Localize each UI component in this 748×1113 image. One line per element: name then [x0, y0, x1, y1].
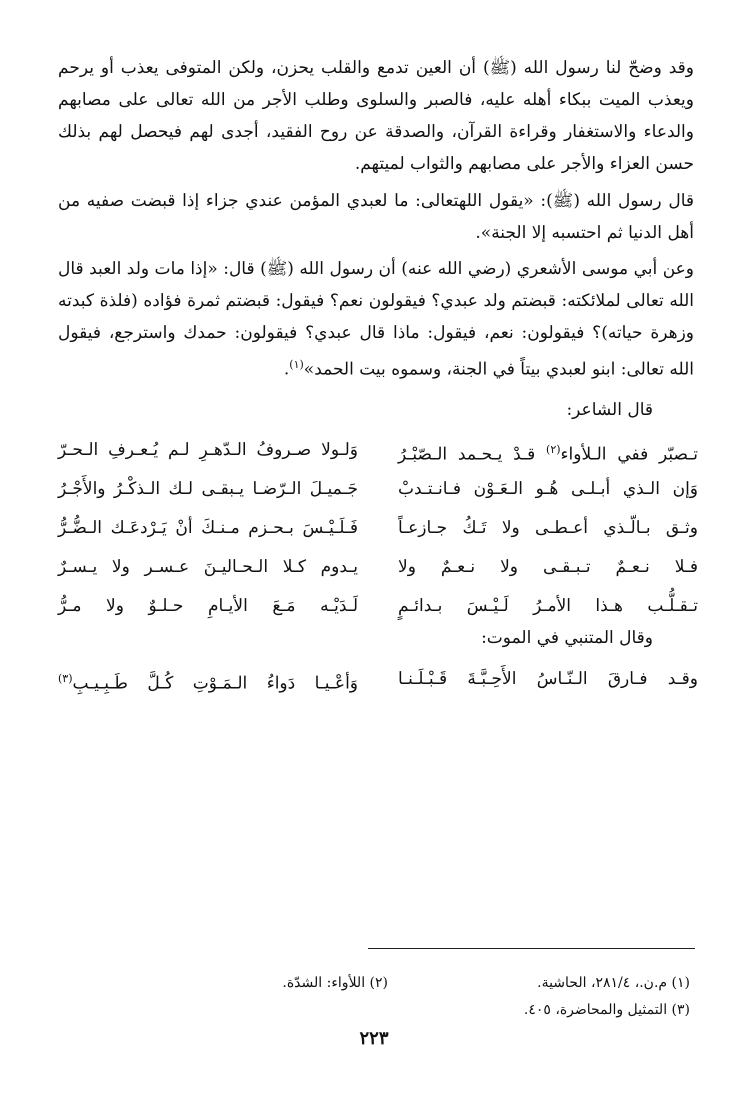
verse-row-mutanabbi [58, 662, 698, 696]
footnote-ref-2: (٢) [546, 443, 561, 456]
hadith-text: وعن أبي موسى الأشعري (رضي الله عنه) أن رسول الله (ﷺ) قال: «إذا مات ولد العبد قال الله تعالى لملائكته: قبضتم ولد عبدي؟ فيقولون نعم؟ فيقول: قبضتم ثمرة فؤاده (فلذة كبدته وزهرة حياته)؟ فيقولون: نعم، فيقول: ماذا قال عبدي؟ فيقولون: حمدك واسترجع، فيقول الله تعالى: ابنو لعبدي بيتاً في الجنة، وسموه بيت الحمد» [58, 259, 694, 380]
verse-row [58, 550, 698, 584]
verse-first-hemistich: وَإن الـذي أبـلـى هُـو الـعَـوْن فـانـتـدبْ [398, 479, 698, 499]
footnote-2: (٢) اللأواء: الشدّة. [282, 975, 388, 991]
verse-first-hemistich: تـقـلُّـب هـذا الأمـرُ لَـيْـسَ بـدائـمٍ [398, 596, 698, 616]
verse-first-hemistich [398, 433, 698, 472]
hadith-end: . [283, 359, 290, 380]
verse-second-hemistich: وَلـولا صـروفُ الـدّهـرِ لـم يُـعـرفِ الـحـرّ [58, 440, 358, 460]
verse-second-hemistich: يـدوم كـلا الـحـاليـنَ عـسـر ولا يـسـرٌ [58, 557, 358, 577]
hemistich-text-end: قـدْ يـحـمد الـصّبْـرُ [398, 444, 547, 465]
verse-second-hemistich [58, 662, 358, 701]
poet-label: قال الشاعر: [566, 400, 653, 420]
verse-first-hemistich: وقـد فـارقَ الـنّـاسُ الأَحِـبَّـةَ قَـبْـلَـنـا [398, 669, 698, 689]
footnote-ref-3: (٣) [58, 672, 73, 685]
verse-first-hemistich: وثـق بـالّـذي أعـطـى ولا تَـكُ جـازعـاً [398, 518, 698, 538]
verse-second-hemistich: لَـدَيْـه مَـعَ الأيـامِ حـلـوٌ ولا مـرُّ [58, 596, 358, 616]
footnote-1: (١) م.ن.، ٢٨١/٤، الحاشية. [537, 975, 690, 991]
verse-row [58, 472, 698, 506]
page-number: ٢٢٣ [359, 1028, 389, 1049]
verse-row [58, 589, 698, 623]
hemistich-text: تـصبّر ففي الـلأواء [560, 444, 698, 465]
verse-row [58, 433, 698, 467]
paragraph-hadith-abu-musa [58, 253, 694, 386]
verse-row [58, 511, 698, 545]
footnote-3: (٣) التمثيل والمحاضرة، ٤٠٥. [523, 1002, 690, 1018]
footnote-ref-1: (١) [289, 358, 304, 371]
hemistich-text: وَأعْـيـا دَواءُ الـمَـوْتِ كُـلَّ طَـبِـيـبِ [72, 673, 358, 694]
paragraph-grief: وقد وضحّ لنا رسول الله (ﷺ) أن العين تدمع والقلب يحزن، ولكن المتوفى يعذب أو يرحم ويعذب الميت ببكاء أهله عليه، فالصبر والسلوى وطلب الأجر من الله تعالى على مصابهم والدعاء والاستغفار وقراءة القرآن، والصدقة عن روح الفقيد، أجدى لهم فيحصل لهم بذلك حسن العزاء والأجر على مصابهم والثواب لميتهم. [58, 58, 694, 174]
footnote-divider [368, 948, 695, 949]
verse-second-hemistich: فَـلَـيْـسَ بـحـزم مـنـكَ أنْ يَـرْدعَـك الـضُّـرُّ [58, 518, 358, 538]
paragraph-hadith-reward: قال رسول الله (ﷺ): «يقول اللهتعالى: ما لعبدي المؤمن عندي جزاء إذا قبضت صفيه من أهل الدنيا ثم احتسبه إلا الجنة». [58, 191, 694, 243]
verse-first-hemistich: فـلا نـعـمٌ تـبـقـى ولا نـعـمٌ ولا [398, 557, 698, 577]
verse-second-hemistich: جَـميـلَ الـرّضـا يـبقـى لـك الـذكْـرُ والأَجْـرُ [58, 479, 358, 499]
mutanabbi-label: وقال المتنبي في الموت: [481, 628, 653, 648]
